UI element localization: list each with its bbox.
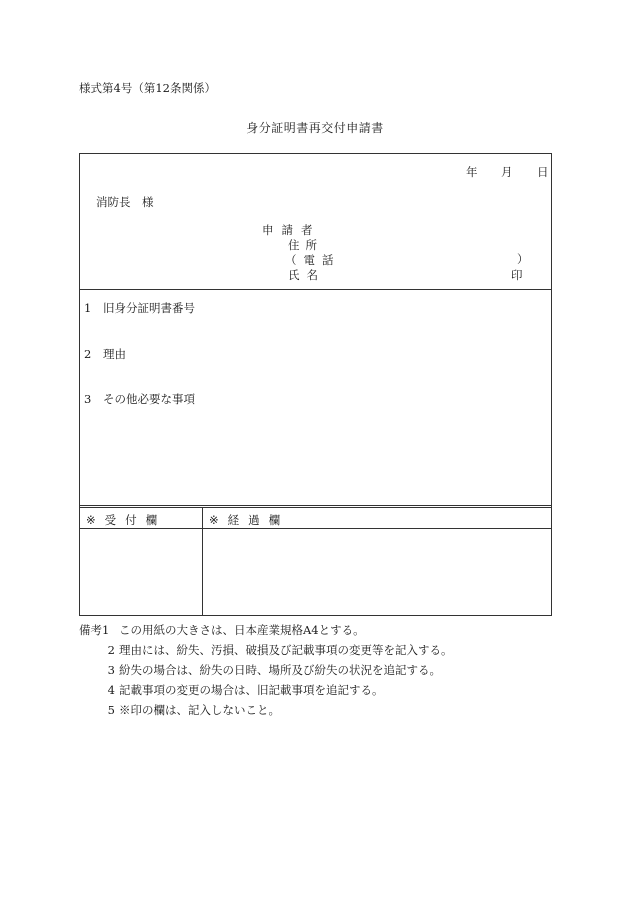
item-number: 2: [84, 347, 92, 361]
item-reason: [84, 346, 126, 362]
remark-line: 5 ※印の欄は、記入しないこと。: [79, 700, 453, 720]
remark-line: 備考1 この用紙の大きさは、日本産業規格A4とする。: [79, 620, 453, 640]
header-section-divider: [80, 289, 551, 290]
item-label: その他必要な事項: [103, 392, 195, 406]
name-label-row: [288, 267, 325, 283]
item-number: 1: [84, 301, 92, 315]
addressee: 消防長 様: [96, 195, 154, 209]
application-form-table: [79, 153, 552, 616]
seal-mark: 印: [511, 268, 523, 282]
item-label: 理由: [103, 347, 126, 361]
date-day-label: 日: [537, 165, 549, 179]
office-use-divider: [80, 505, 551, 508]
date-year-label: 年: [466, 165, 478, 179]
reception-column-header: ※ 受 付 欄: [86, 513, 158, 527]
remark-line: 2 理由には、紛失、汚損、破損及び記載事項の変更等を記入する。: [79, 640, 453, 660]
name-label: 氏名: [288, 268, 325, 282]
address-label: 住所: [288, 238, 323, 252]
remarks-lead: 備考: [79, 623, 102, 637]
progress-column-header: ※ 経 過 欄: [209, 513, 281, 527]
remark-text: 紛失の場合は、紛失の日時、場所及び紛失の状況を追記する。: [119, 663, 441, 677]
remark-text: この用紙の大きさは、日本産業規格A4とする。: [119, 623, 365, 637]
item-number: 3: [84, 392, 92, 406]
phone-label: （電話: [285, 253, 341, 267]
address-label-row: [288, 237, 323, 253]
reference-mark: ※: [209, 513, 219, 527]
reception-field[interactable]: [80, 529, 202, 615]
phone-close-paren: ）: [517, 252, 529, 266]
progress-field[interactable]: [203, 529, 551, 615]
remark-text: 理由には、紛失、汚損、破損及び記載事項の変更等を記入する。: [119, 643, 453, 657]
phone-label-row: [285, 252, 341, 268]
remark-text: 記載事項の変更の場合は、旧記載事項を追記する。: [119, 683, 384, 697]
remark-line: 3 紛失の場合は、紛失の日時、場所及び紛失の状況を追記する。: [79, 660, 453, 680]
remark-line: 4 記載事項の変更の場合は、旧記載事項を追記する。: [79, 680, 453, 700]
date-month-label: 月: [501, 165, 513, 179]
item-other-matters: [84, 391, 195, 407]
remarks-section: [79, 620, 453, 720]
item-label: 旧身分証明書番号: [103, 301, 195, 315]
remark-text: ※印の欄は、記入しないこと。: [119, 703, 280, 717]
document-title: 身分証明書再交付申請書: [246, 121, 384, 135]
applicant-label: 申請者: [262, 223, 321, 237]
form-number: 様式第4号（第12条関係）: [79, 81, 216, 95]
applicant-label-row: [262, 222, 321, 238]
item-old-id-number: [84, 300, 195, 316]
reference-mark: ※: [86, 513, 96, 527]
